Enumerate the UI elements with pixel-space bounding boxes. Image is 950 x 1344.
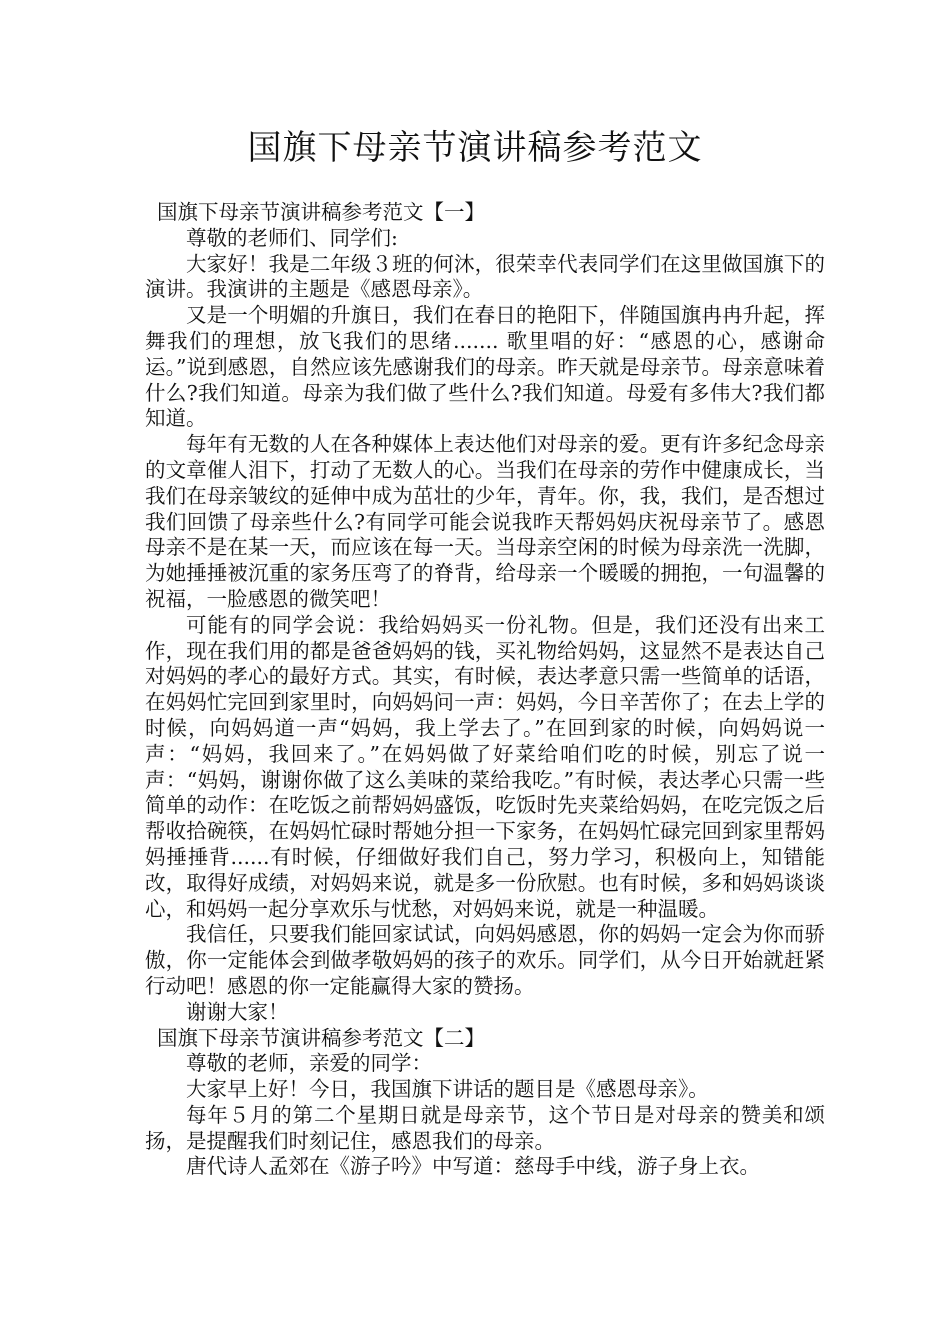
salutation: 尊敬的老师们、同学们: <box>186 225 398 250</box>
document-title: 国旗下母亲节演讲稿参考范文 <box>247 128 703 168</box>
section-heading: 国旗下母亲节演讲稿参考范文【二】 <box>157 1025 485 1050</box>
salutation: 尊敬的老师，亲爱的同学： <box>186 1051 432 1076</box>
closing-line: 谢谢大家！ <box>186 999 289 1024</box>
paragraph: 又是一个明媚的升旗日，我们在春日的艳阳下，伴随国旗冉冉升起，挥舞我们的理想，放飞我们的思绪....... 歌里唱的好：“感恩的心，感谢命运。”说到感恩，自然应该先感谢我们的母亲。昨天就是母亲节。母亲意味着什么?我们知道。母亲为我们做了些什么?我们知道。母爱有多伟大?我们都知道。 <box>145 303 825 431</box>
document-body <box>145 200 825 1180</box>
paragraph: 每年有无数的人在各种媒体上表达他们对母亲的爱。更有许多纪念母亲的文章催人泪下，打动了无数人的心。当我们在母亲的劳作中健康成长，当我们在母亲皱纹的延伸中成为茁壮的少年，青年。你，我，我们，是否想过我们回馈了母亲些什么?有同学可能会说我昨天帮妈妈庆祝母亲节了。感恩母亲不是在某一天，而应该在每一天。当母亲空闲的时候为母亲洗一洗脚，为她捶捶被沉重的家务压弯了的脊背，给母亲一个暖暖的拥抱，一句温馨的祝福，一脸感恩的微笑吧！ <box>145 432 825 611</box>
paragraph: 我信任，只要我们能回家试试，向妈妈感恩，你的妈妈一定会为你而骄傲，你一定能体会到做孝敬妈妈的孩子的欢乐。同学们，从今日开始就赶紧行动吧！感恩的你一定能赢得大家的赞扬。 <box>145 922 825 998</box>
paragraph: 每年５月的第二个星期日就是母亲节，这个节日是对母亲的赞美和颂扬，是提醒我们时刻记住，感恩我们的母亲。 <box>145 1102 825 1153</box>
paragraph: 大家好！我是二年级３班的何沐，很荣幸代表同学们在这里做国旗下的演讲。我演讲的主题是《感恩母亲》。 <box>145 251 825 302</box>
paragraph: 大家早上好！今日，我国旗下讲话的题目是《感恩母亲》。 <box>186 1077 709 1102</box>
paragraph: 唐代诗人孟郊在《游子吟》中写道：慈母手中线，游子身上衣。 <box>186 1154 760 1179</box>
section-heading: 国旗下母亲节演讲稿参考范文【一】 <box>157 200 485 224</box>
paragraph: 可能有的同学会说：我给妈妈买一份礼物。但是，我们还没有出来工作，现在我们用的都是爸爸妈妈的钱，买礼物给妈妈，这显然不是表达自己对妈妈的孝心的最好方式。其实，有时候，表达孝意只需一些简单的话语，在妈妈忙完回到家里时，向妈妈问一声：妈妈，今日辛苦你了；在去上学的时候，向妈妈道一声“妈妈，我上学去了。”在回到家的时候，向妈妈说一声：“妈妈，我回来了。”在妈妈做了好菜给咱们吃的时候，别忘了说一声：“妈妈，谢谢你做了这么美味的菜给我吃。”有时候，表达孝心只需一些简单的动作：在吃饭之前帮妈妈盛饭，吃饭时先夹菜给妈妈，在吃完饭之后帮收拾碗筷，在妈妈忙碌时帮她分担一下家务，在妈妈忙碌完回到家里帮妈妈捶捶背......有时候，仔细做好我们自己，努力学习，积极向上，知错能改，取得好成绩，对妈妈来说，就是多一份欣慰。也有时候，多和妈妈谈谈心，和妈妈一起分享欢乐与忧愁，对妈妈来说，就是一种温暖。 <box>145 612 825 921</box>
